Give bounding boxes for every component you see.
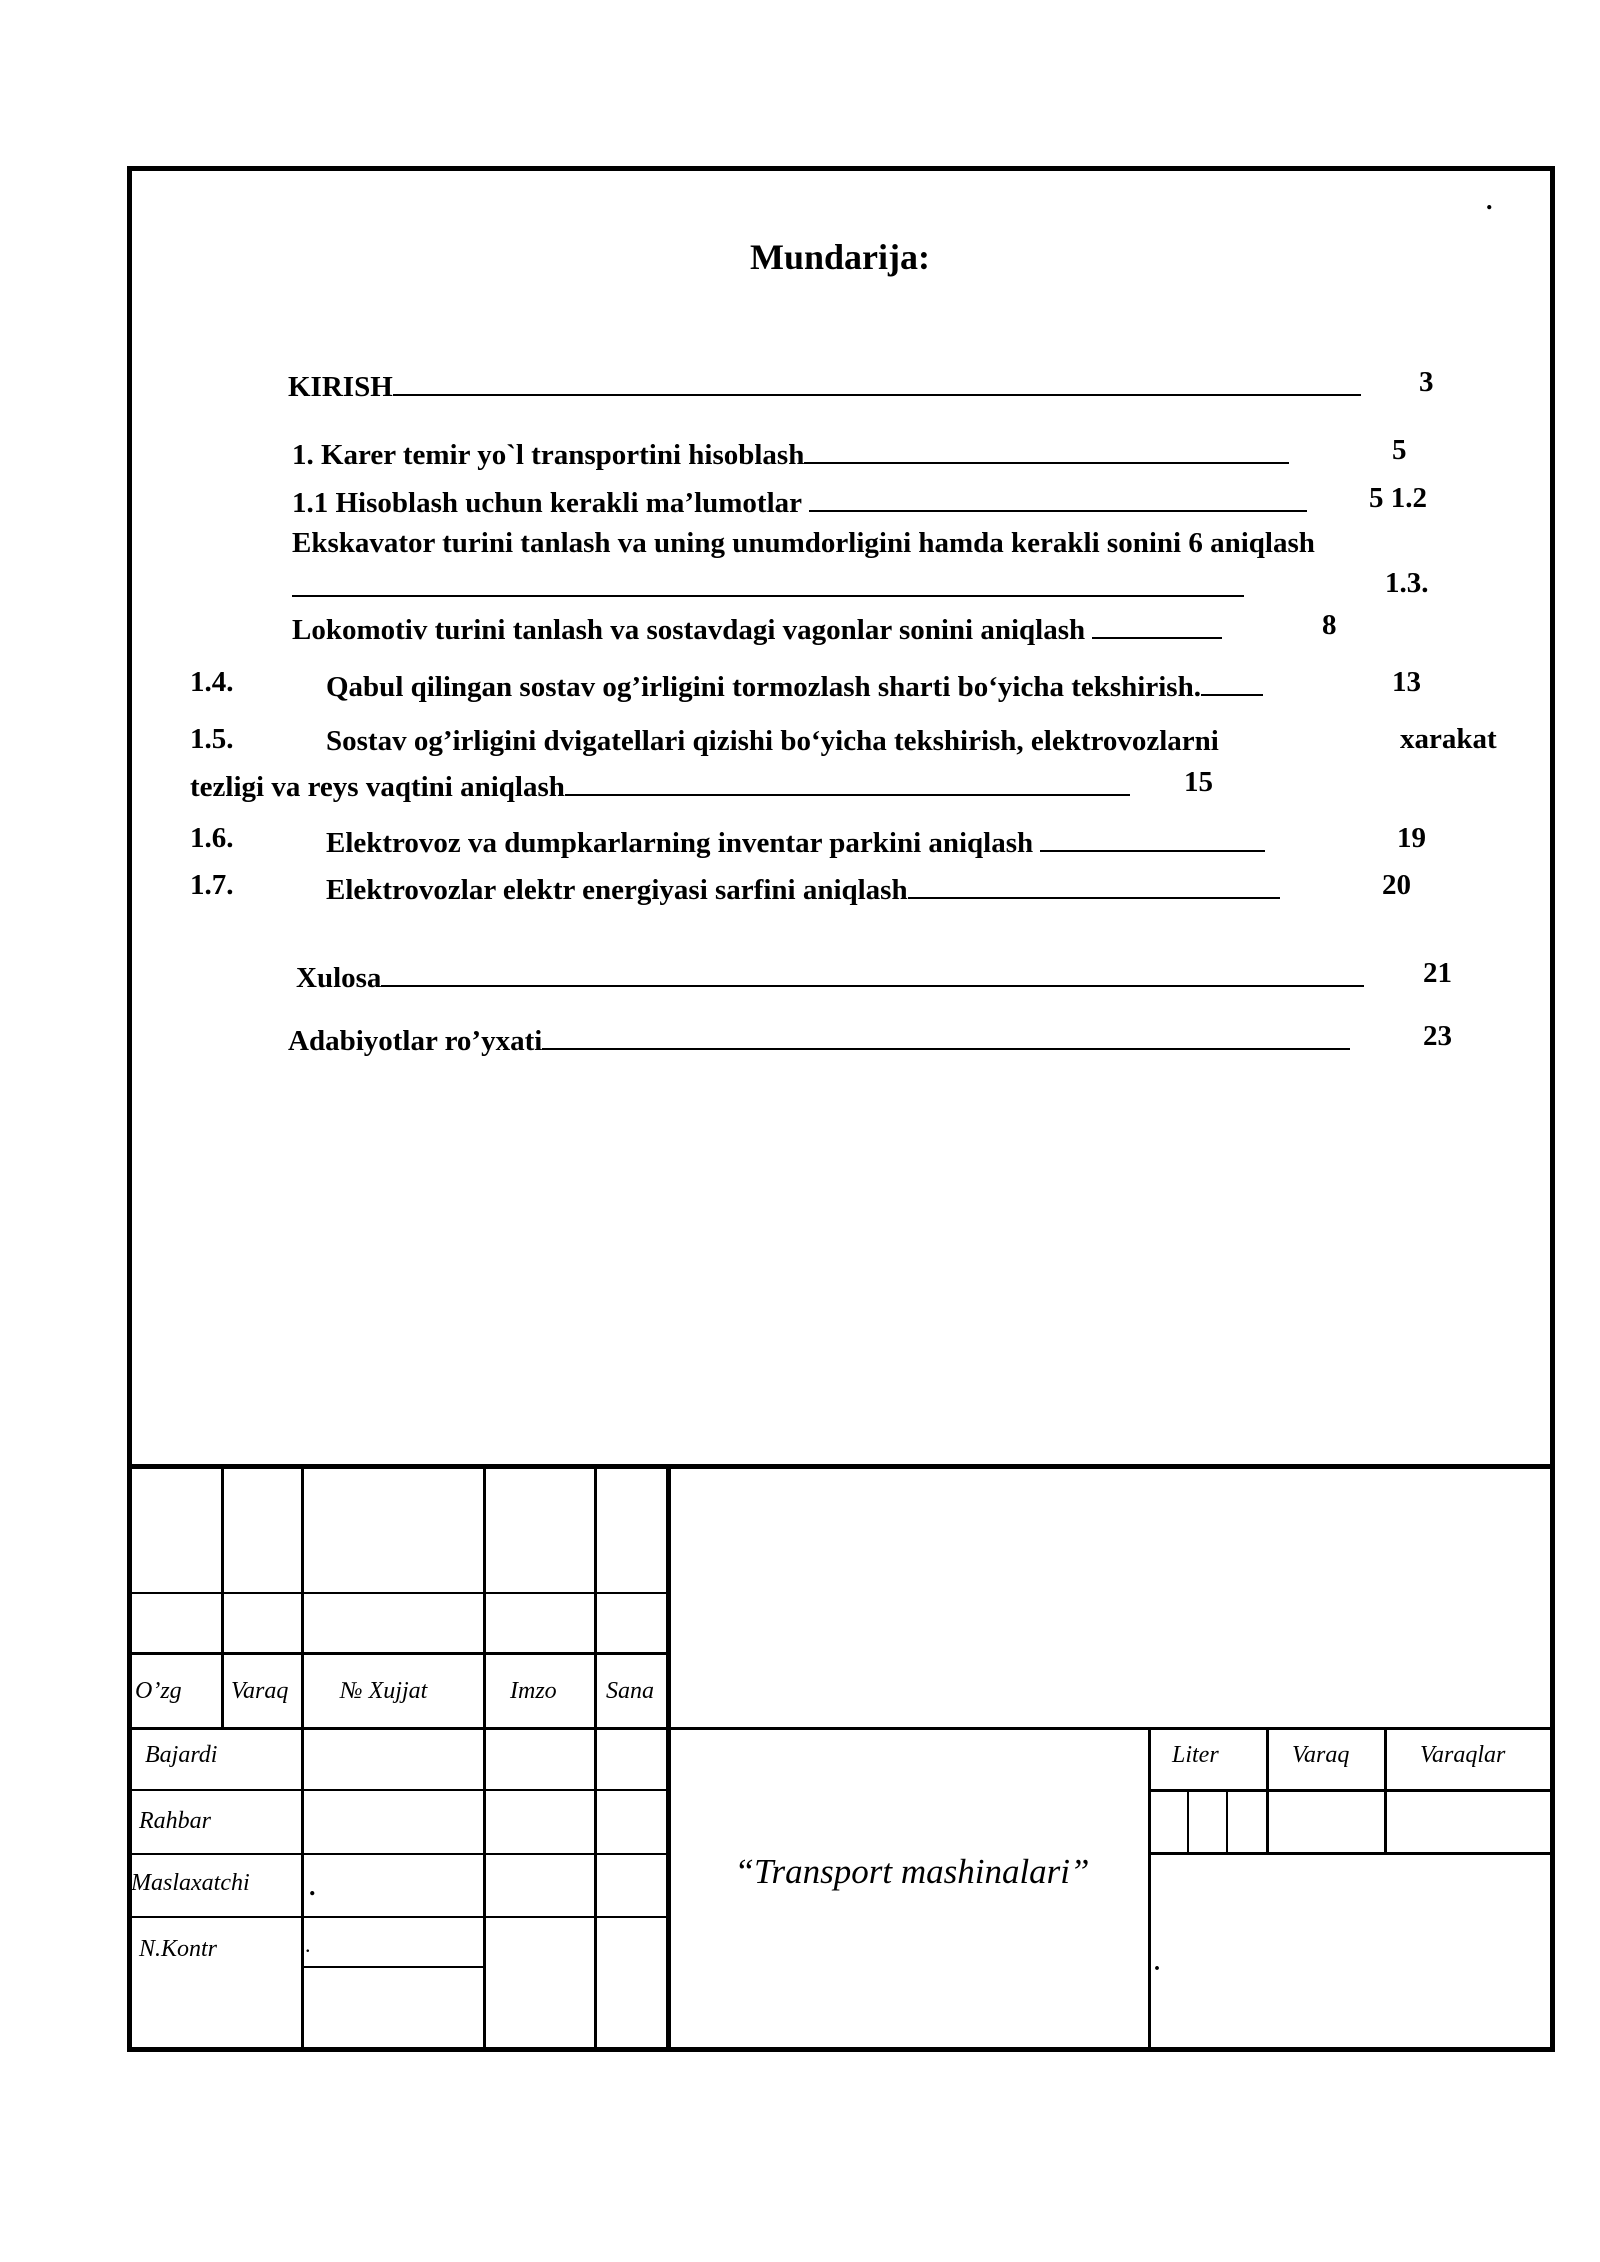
- leader-line: [908, 869, 1280, 899]
- toc-page-number: 13: [1392, 666, 1421, 698]
- stamp-line: [1150, 1789, 1555, 1792]
- header-sana: Sana: [606, 1678, 654, 1704]
- toc-section-number: 1.4.: [190, 666, 234, 698]
- toc-page-number: 3: [1419, 366, 1434, 398]
- stamp-line: [129, 1592, 669, 1594]
- toc-entry-adabiyotlar[interactable]: [288, 1020, 1350, 1059]
- toc-page-number: 5 1.2: [1369, 482, 1427, 514]
- stamp-line: [594, 1466, 597, 2050]
- toc-entry-section-1-3[interactable]: [292, 609, 1222, 648]
- header-liter: Liter: [1172, 1742, 1219, 1768]
- stamp-line: [129, 1916, 669, 1918]
- stamp-line: [129, 1727, 1555, 1730]
- toc-entry-section-1-5-tail: xarakat: [1400, 723, 1497, 755]
- stamp-line: [129, 1789, 669, 1791]
- role-maslaxatchi: Maslaxatchi: [131, 1870, 250, 1896]
- stamp-line: [303, 1966, 483, 1968]
- toc-entry-xulosa[interactable]: [296, 957, 1364, 996]
- leader-line: [381, 957, 1364, 987]
- leader-line: [1201, 666, 1263, 696]
- stamp-line: [301, 1466, 304, 2050]
- header-varaqlar: Varaqlar: [1420, 1742, 1506, 1768]
- bottom-mark: .: [1154, 1950, 1160, 1976]
- stamp-line: [129, 1652, 669, 1655]
- leader-line: [565, 766, 1130, 796]
- header-ozg: O’zg: [135, 1678, 182, 1704]
- toc-section-number: 1.7.: [190, 869, 234, 901]
- stamp-line: [1187, 1791, 1189, 1853]
- maslaxatchi-mark: .: [309, 1872, 316, 1901]
- leader-line: [1092, 609, 1222, 639]
- toc-entry-label: Lokomotiv turini tanlash va sostavdagi vagonlar sonini aniqlash: [292, 614, 1086, 646]
- header-xujjat: № Xujjat: [340, 1678, 428, 1704]
- stamp-bottom-border: [668, 2047, 1555, 2052]
- stamp-line: [129, 1853, 669, 1855]
- toc-section-number: 1.3.: [1385, 567, 1429, 599]
- toc-entry-section-1-6[interactable]: [326, 822, 1265, 861]
- top-right-mark: .: [1486, 186, 1493, 215]
- toc-page-number: 19: [1397, 822, 1426, 854]
- toc-entry-section-1-1[interactable]: [292, 482, 1307, 521]
- toc-section-number: 1.5.: [190, 723, 234, 755]
- toc-entry-section-1-5-line2[interactable]: [190, 766, 1130, 805]
- leader-line: [1040, 822, 1265, 852]
- toc-entry-label: tezligi va reys vaqtini aniqlash: [190, 771, 565, 803]
- toc-entry-kirish[interactable]: [288, 366, 1361, 405]
- stamp-top-border: [127, 1464, 1555, 1469]
- toc-entry-section-1-7[interactable]: [326, 869, 1280, 908]
- toc-page-number: 8: [1322, 609, 1337, 641]
- leader-line: [804, 434, 1289, 464]
- toc-entry-section-1[interactable]: [292, 434, 1289, 473]
- toc-entry-label: 1.1 Hisoblash uchun kerakli ma’lumotlar: [292, 487, 802, 519]
- toc-entry-label: Adabiyotlar ro’yxati: [288, 1025, 543, 1057]
- toc-entry-section-1-2[interactable]: Ekskavator turini tanlash va uning unumdorligini hamda kerakli sonini 6 aniqlash: [292, 527, 1315, 559]
- role-rahbar: Rahbar: [139, 1808, 211, 1834]
- nkontr-mark: .: [305, 1932, 311, 1957]
- toc-entry-label: 1. Karer temir yo`l transportini hisoblash: [292, 439, 805, 471]
- header-right-varaq: Varaq: [1292, 1742, 1350, 1768]
- toc-section-number: 1.6.: [190, 822, 234, 854]
- toc-page-number: 21: [1423, 957, 1452, 989]
- leader-line: [809, 482, 1307, 512]
- header-imzo: Imzo: [510, 1678, 557, 1704]
- leader-line: [292, 567, 1244, 597]
- toc-entry-section-1-4[interactable]: [326, 666, 1263, 705]
- toc-title: Mundarija:: [750, 237, 930, 277]
- header-varaq: Varaq: [231, 1678, 289, 1704]
- stamp-line: [483, 1466, 486, 2050]
- document-title: “Transport mashinalari”: [734, 1852, 1090, 1891]
- stamp-line: [221, 1466, 224, 1727]
- toc-entry-label: Xulosa: [296, 962, 382, 994]
- toc-page-number: 5: [1392, 434, 1407, 466]
- stamp-line: [1266, 1729, 1269, 1853]
- stamp-line: [1384, 1729, 1387, 1853]
- toc-entry-label: Elektrovozlar elektr energiyasi sarfini aniqlash: [326, 874, 908, 906]
- role-bajardi: Bajardi: [145, 1742, 218, 1768]
- stamp-line: [666, 1466, 671, 2050]
- toc-page-number: 20: [1382, 869, 1411, 901]
- role-nkontr: N.Kontr: [139, 1936, 218, 1962]
- stamp-line: [1150, 1852, 1555, 1855]
- toc-entry-section-1-5[interactable]: Sostav og’irligini dvigatellari qizishi bo‘yicha tekshirish, elektrovozlarni: [326, 725, 1219, 757]
- toc-page-number: 23: [1423, 1020, 1452, 1052]
- toc-entry-label: Elektrovoz va dumpkarlarning inventar parkini aniqlash: [326, 827, 1034, 859]
- toc-page-number: 15: [1184, 766, 1213, 798]
- leader-line: [542, 1020, 1350, 1050]
- leader-line: [393, 366, 1361, 396]
- stamp-line: [1226, 1791, 1228, 1853]
- toc-entry-section-1-2-leader: [292, 567, 1244, 606]
- toc-entry-label: KIRISH: [288, 371, 393, 403]
- toc-entry-label: Qabul qilingan sostav og’irligini tormozlash sharti bo‘yicha tekshirish.: [326, 671, 1201, 703]
